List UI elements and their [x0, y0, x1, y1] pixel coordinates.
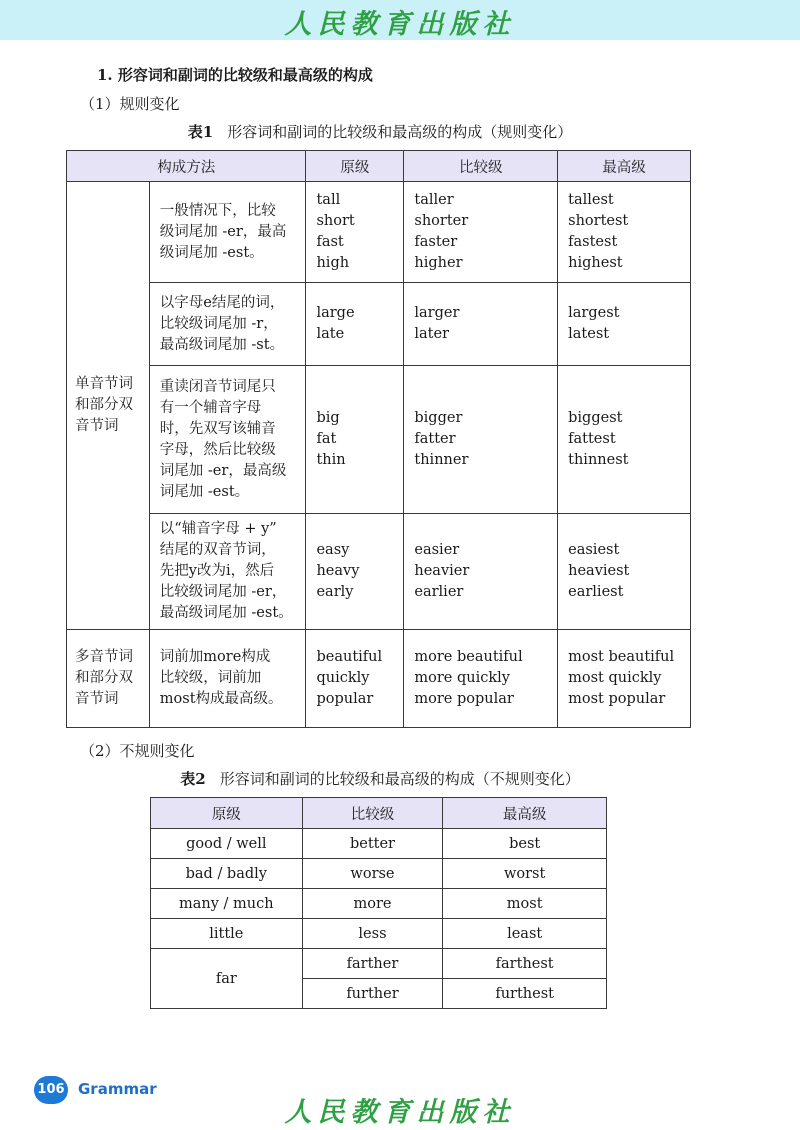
- word: earlier: [414, 584, 464, 600]
- method-line: 一般情况下，比较: [159, 202, 276, 219]
- word: bigger: [414, 410, 463, 426]
- table1-caption-text: 形容词和副词的比较级和最高级的构成（规则变化）: [227, 123, 573, 141]
- base-cell: [306, 283, 404, 366]
- superlative-cell: furthest: [443, 979, 607, 1009]
- comparative-cell: worse: [302, 859, 443, 889]
- method-line: 重读闭音节词尾只: [159, 378, 276, 395]
- word: heavy: [316, 563, 360, 579]
- base-cell: [306, 182, 404, 283]
- superlative-cell: least: [443, 919, 607, 949]
- word: tallest: [568, 192, 614, 208]
- table1-caption: [0, 121, 760, 142]
- irregular-comparison-table: [150, 797, 607, 1009]
- table-row: [67, 182, 691, 283]
- method-cell: [149, 514, 306, 630]
- table2-header: 原级: [151, 798, 303, 829]
- word: highest: [568, 255, 623, 271]
- word: shorter: [414, 213, 469, 229]
- word: fastest: [568, 234, 618, 250]
- word: faster: [414, 234, 458, 250]
- subsection-regular: （1）规则变化: [80, 95, 180, 113]
- word: easiest: [568, 542, 620, 558]
- category-line: 单音节词: [75, 376, 133, 392]
- table2-caption-number: 表2: [180, 770, 206, 788]
- word: thinner: [414, 452, 469, 468]
- table2-header-row: [151, 798, 607, 829]
- table-row: [151, 859, 607, 889]
- table1-header: 原级: [306, 151, 404, 182]
- page-number-badge: 106: [34, 1076, 68, 1104]
- comparative-cell: more: [302, 889, 443, 919]
- comparative-cell: less: [302, 919, 443, 949]
- method-cell: [149, 283, 306, 366]
- word: thin: [316, 452, 346, 468]
- table1-header: 比较级: [404, 151, 558, 182]
- method-cell: [149, 630, 306, 728]
- method-line: 有一个辅音字母: [159, 399, 262, 416]
- word: easy: [316, 542, 350, 558]
- table2-caption-text: 形容词和副词的比较级和最高级的构成（不规则变化）: [219, 770, 580, 788]
- base-cell: [306, 366, 404, 514]
- table2-header: 比较级: [302, 798, 443, 829]
- word: most quickly: [568, 670, 662, 686]
- word: largest: [568, 305, 620, 321]
- table-row: [151, 829, 607, 859]
- footer-section-label: Grammar: [78, 1080, 157, 1098]
- method-line: 词尾加 -er，最高级: [159, 462, 287, 479]
- word: biggest: [568, 410, 623, 426]
- word: earliest: [568, 584, 624, 600]
- base-cell: many / much: [151, 889, 303, 919]
- word: heavier: [414, 563, 470, 579]
- base-cell: little: [151, 919, 303, 949]
- method-line: 词前加more构成: [159, 649, 271, 665]
- superlative-cell: farthest: [443, 949, 607, 979]
- method-line: 先把y改为i，然后: [159, 563, 275, 579]
- category-line: 音节词: [75, 418, 119, 434]
- category-line: 音节词: [75, 691, 119, 707]
- method-line: 比较级词尾加 -r，: [159, 315, 278, 332]
- superlative-cell: [558, 283, 691, 366]
- word: latest: [568, 326, 610, 342]
- table1-caption-number: 表1: [187, 123, 214, 141]
- superlative-cell: best: [443, 829, 607, 859]
- method-line: 以“辅音字母 + y”: [159, 521, 277, 537]
- table-row: [67, 514, 691, 630]
- word: heaviest: [568, 563, 630, 579]
- base-cell: far: [151, 949, 303, 1009]
- method-cell: [149, 182, 306, 283]
- word: fattest: [568, 431, 616, 447]
- table1-header: 最高级: [558, 151, 691, 182]
- table-row: [151, 949, 607, 979]
- category-line: 和部分双: [75, 670, 133, 686]
- word: short: [316, 213, 355, 229]
- table-row: [151, 889, 607, 919]
- comparative-cell: farther: [302, 949, 443, 979]
- base-cell: bad / badly: [151, 859, 303, 889]
- comparative-cell: better: [302, 829, 443, 859]
- word: more quickly: [414, 670, 510, 686]
- word: later: [414, 326, 450, 342]
- method-line: 时，先双写该辅音: [159, 420, 276, 437]
- word: popular: [316, 691, 374, 707]
- method-line: 字母，然后比较级: [159, 441, 276, 458]
- word: beautiful: [316, 649, 383, 665]
- comparative-cell: [404, 514, 558, 630]
- category-cell-multi: [67, 630, 150, 728]
- publisher-logo-footer: 人民教育出版社: [284, 1097, 516, 1128]
- comparative-cell: [404, 366, 558, 514]
- word: large: [316, 305, 355, 321]
- method-line: 词尾加 -est。: [159, 483, 250, 500]
- method-cell: [149, 366, 306, 514]
- table2-caption: [0, 768, 760, 789]
- subsection-irregular: （2）不规则变化: [80, 742, 195, 760]
- method-line: 比较级，词前加: [159, 670, 262, 686]
- method-line: 最高级词尾加 -est。: [159, 605, 293, 621]
- publisher-logo: 人民教育出版社: [284, 9, 516, 40]
- superlative-cell: most: [443, 889, 607, 919]
- table-row: [151, 919, 607, 949]
- comparative-cell: [404, 630, 558, 728]
- word: late: [316, 326, 345, 342]
- word: fat: [316, 431, 337, 447]
- method-line: 比较级词尾加 -er，: [159, 584, 287, 600]
- comparative-cell: [404, 283, 558, 366]
- word: tall: [316, 192, 341, 208]
- superlative-cell: [558, 514, 691, 630]
- word: early: [316, 584, 354, 600]
- base-cell: [306, 630, 404, 728]
- method-line: 以字母e结尾的词，: [159, 294, 285, 311]
- table-row: [67, 366, 691, 514]
- word: most beautiful: [568, 649, 675, 665]
- table1-header-row: [67, 151, 691, 182]
- superlative-cell: [558, 366, 691, 514]
- word: higher: [414, 255, 463, 271]
- superlative-cell: [558, 630, 691, 728]
- word: most popular: [568, 691, 666, 707]
- regular-comparison-table: [66, 150, 691, 728]
- word: taller: [414, 192, 454, 208]
- word: fast: [316, 234, 344, 250]
- word: more popular: [414, 691, 514, 707]
- table2-header: 最高级: [443, 798, 607, 829]
- table-row: [67, 630, 691, 728]
- word: quickly: [316, 670, 370, 686]
- method-line: 级词尾加 -er，最高: [159, 223, 287, 240]
- section-title: 1. 形容词和副词的比较级和最高级的构成: [97, 66, 373, 84]
- comparative-cell: further: [302, 979, 443, 1009]
- word: fatter: [414, 431, 456, 447]
- comparative-cell: [404, 182, 558, 283]
- base-cell: good / well: [151, 829, 303, 859]
- word: larger: [414, 305, 460, 321]
- method-line: 结尾的双音节词，: [159, 542, 276, 558]
- word: easier: [414, 542, 460, 558]
- category-line: 和部分双: [75, 397, 133, 413]
- superlative-cell: [558, 182, 691, 283]
- base-cell: [306, 514, 404, 630]
- category-line: 多音节词: [75, 649, 133, 665]
- word: shortest: [568, 213, 629, 229]
- method-line: 级词尾加 -est。: [159, 244, 264, 261]
- superlative-cell: worst: [443, 859, 607, 889]
- method-line: most构成最高级。: [159, 691, 283, 707]
- word: thinnest: [568, 452, 629, 468]
- table1-header: 构成方法: [67, 151, 306, 182]
- word: high: [316, 255, 350, 271]
- category-cell-single: [67, 182, 150, 630]
- method-line: 最高级词尾加 -st。: [159, 336, 285, 353]
- word: big: [316, 410, 340, 426]
- word: more beautiful: [414, 649, 523, 665]
- table-row: [67, 283, 691, 366]
